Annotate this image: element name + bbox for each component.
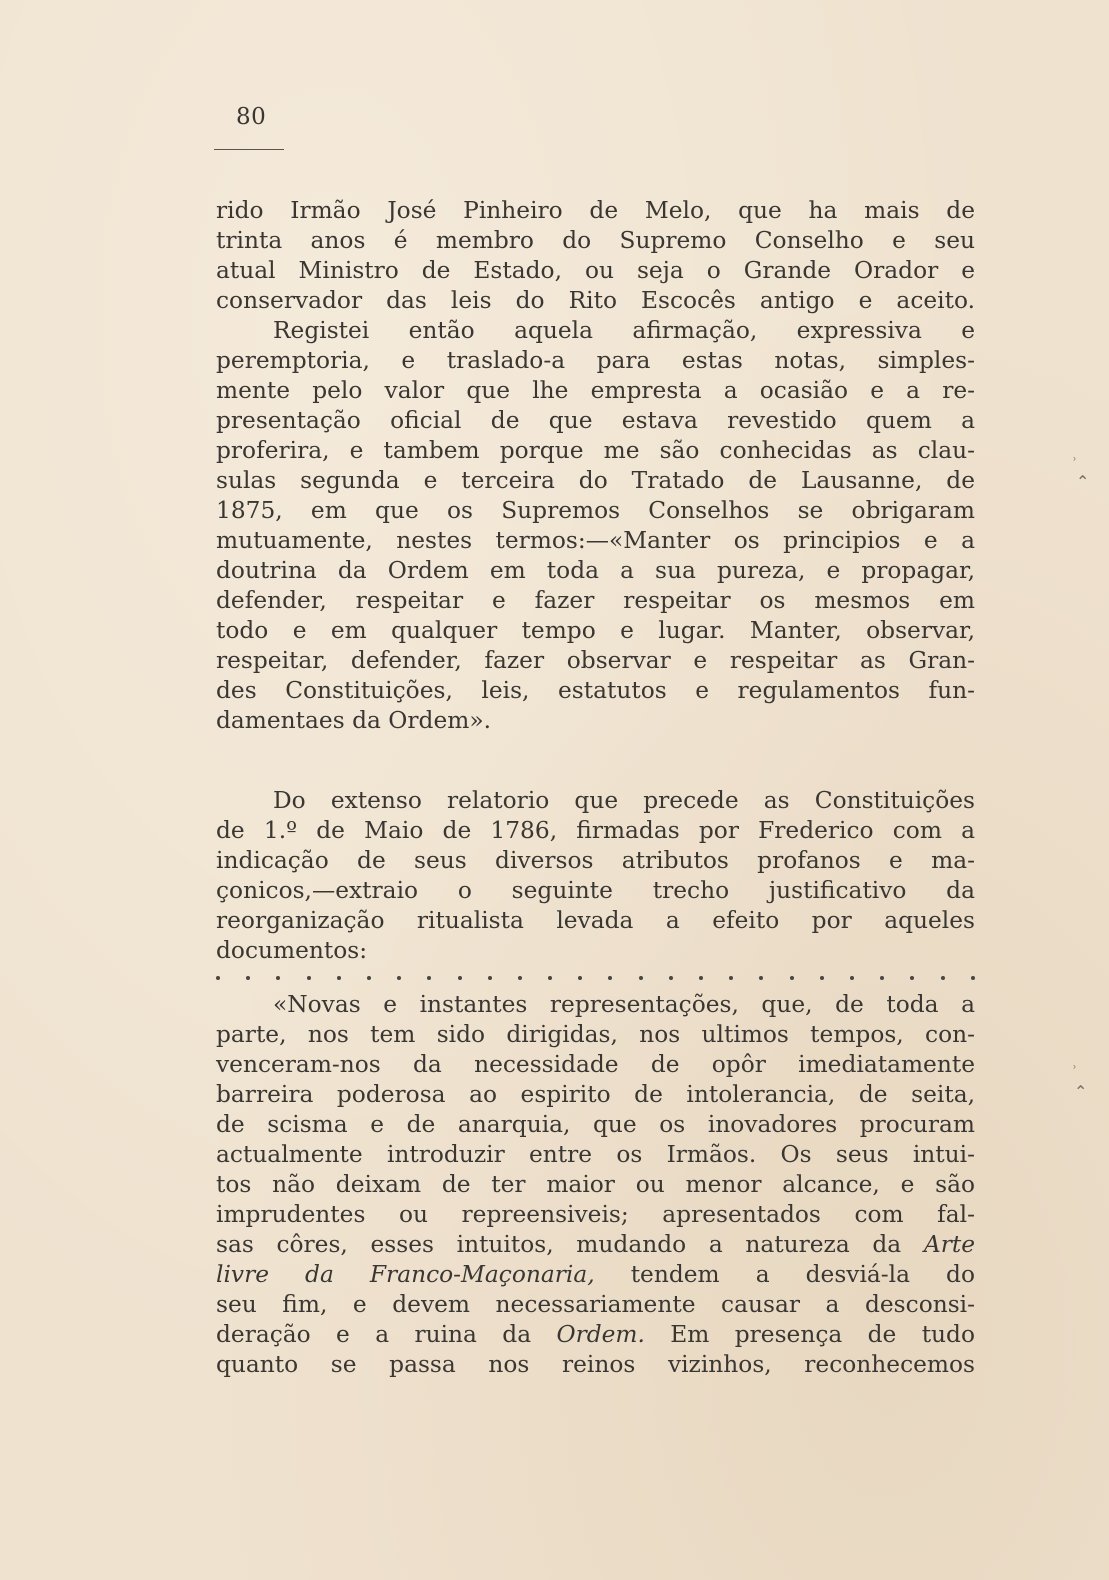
text-line: todo e em qualquer tempo e lugar. Manter, observar,: [216, 617, 975, 644]
text-line: imprudentes ou repreensiveis; apresentados com fal-: [216, 1201, 975, 1228]
text-line: doutrina da Ordem em toda a sua pureza, e propagar,: [216, 557, 975, 584]
text-line: documentos:: [216, 937, 368, 964]
text-line: proferira, e tambem porque me são conhecidas as clau-: [216, 437, 975, 464]
text-line: parte, nos tem sido dirigidas, nos ultimos tempos, con-: [216, 1021, 975, 1048]
paragraph-continuation: [216, 196, 975, 316]
text-run: sas côres, esses intuitos, mudando a natureza da: [216, 1231, 924, 1258]
text-line: atual Ministro de Estado, ou seja o Grande Orador e: [216, 257, 975, 284]
margin-mark: ⸒: [1072, 442, 1077, 461]
quotation-block: [216, 990, 975, 1380]
text-line: defender, respeitar e fazer respeitar os mesmos em: [216, 587, 975, 614]
text-line: peremptoria, e traslado-a para estas notas, simples-: [216, 347, 975, 374]
margin-mark: ⌃: [1076, 472, 1090, 491]
text-line: presentação oficial de que estava revestido quem a: [216, 407, 975, 434]
text-line: respeitar, defender, fazer observar e respeitar as Gran-: [216, 647, 975, 674]
text-line: mente pelo valor que lhe empresta a ocasião e a re-: [216, 377, 975, 404]
text-run: Em presença de tudo: [644, 1321, 976, 1348]
text-line: damentaes da Ordem».: [216, 707, 491, 734]
italic-run: Arte: [923, 1231, 975, 1258]
text-line: de 1.º de Maio de 1786, firmadas por Frederico com a: [216, 817, 975, 844]
text-line: seu fim, e devem necessariamente causar a desconsi-: [216, 1291, 975, 1318]
text-line: quanto se passa nos reinos vizinhos, reconhecemos: [216, 1351, 975, 1378]
text-line: sulas segunda e terceira do Tratado de Lausanne, de: [216, 467, 975, 494]
text-line: mutuamente, nestes termos:—«Manter os principios e a: [216, 527, 975, 554]
margin-mark: ⸒: [1072, 1050, 1077, 1069]
italic-run: livre da Franco-Maçonaria,: [216, 1261, 595, 1288]
text-line: «Novas e instantes representações, que, de toda a: [273, 991, 975, 1018]
text-line: çonicos,—extraio o seguinte trecho justificativo da: [216, 877, 975, 904]
text-line: conservador das leis do Rito Escocês antigo e aceito.: [216, 287, 975, 314]
text-line: rido Irmão José Pinheiro de Melo, que ha mais de: [216, 197, 975, 224]
text-line: Do extenso relatorio que precede as Constituições: [273, 787, 975, 814]
text-line: venceram-nos da necessidade de opôr imediatamente: [216, 1051, 975, 1078]
text-run: tendem a desviá-la do: [594, 1261, 975, 1288]
italic-run: Ordem.: [556, 1321, 645, 1348]
text-run: deração e a ruina da: [216, 1321, 557, 1348]
text-line: indicação de seus diversos atributos profanos e ma-: [216, 847, 975, 874]
text-line: [216, 1230, 975, 1260]
text-line: reorganização ritualista levada a efeito por aqueles: [216, 907, 975, 934]
text-line: des Constituições, leis, estatutos e regulamentos fun-: [216, 677, 975, 704]
text-line: [216, 1320, 975, 1350]
text-line: 1875, em que os Supremos Conselhos se obrigaram: [216, 497, 975, 524]
paragraph-registei: [216, 316, 975, 736]
text-line: actualmente introduzir entre os Irmãos. Os seus intui-: [216, 1141, 975, 1168]
text-line: barreira poderosa ao espirito de intolerancia, de seita,: [216, 1081, 975, 1108]
text-line: de scisma e de anarquia, que os inovadores procuram: [216, 1111, 975, 1138]
text-line: Registei então aquela afirmação, expressiva e: [273, 317, 975, 344]
text-line: [216, 1260, 975, 1290]
margin-mark: ⌃: [1074, 1082, 1088, 1101]
page-number-rule: [214, 149, 284, 150]
text-line: tos não deixam de ter maior ou menor alcance, e são: [216, 1171, 975, 1198]
dotted-separator: [216, 976, 975, 986]
page-number: 80: [236, 104, 267, 130]
text-line: trinta anos é membro do Supremo Conselho e seu: [216, 227, 975, 254]
paragraph-relatorio: [216, 786, 975, 966]
